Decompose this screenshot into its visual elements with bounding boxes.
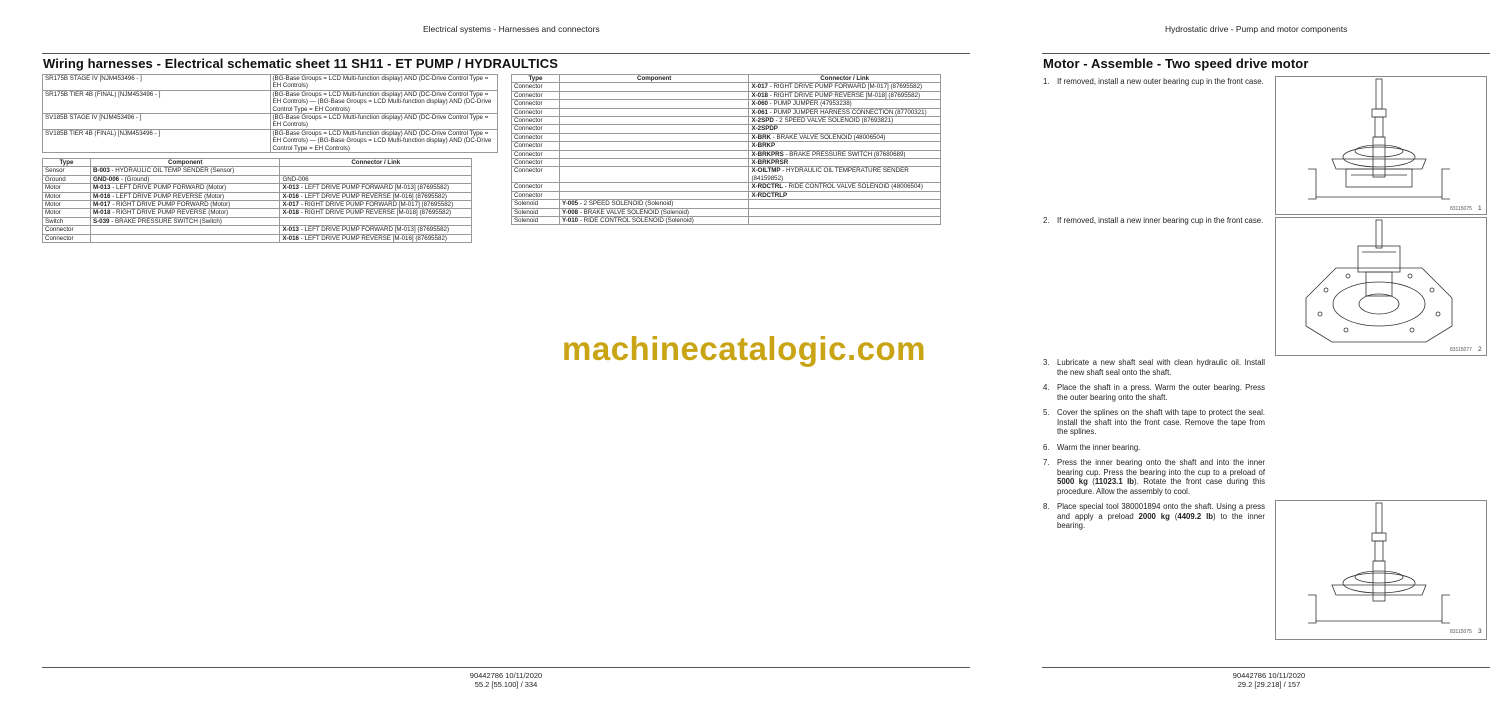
figure-3-number: 3 bbox=[1478, 628, 1482, 635]
table-row bbox=[43, 209, 472, 217]
connector-cell bbox=[749, 125, 941, 133]
description: - BRAKE VALVE SOLENOID (Solenoid) bbox=[578, 208, 689, 216]
step-text-segment: If removed, install a new inner bearing cup in the front case. bbox=[1057, 216, 1264, 225]
table-row bbox=[512, 216, 941, 224]
component-cell bbox=[559, 83, 749, 91]
table-row bbox=[512, 167, 941, 183]
footer-rule bbox=[42, 667, 970, 668]
component-cell bbox=[90, 226, 280, 234]
type-cell: Connector bbox=[512, 142, 560, 150]
component-cell bbox=[559, 191, 749, 199]
code[interactable]: M-016 bbox=[92, 192, 111, 200]
table-row bbox=[512, 142, 941, 150]
description: - RIGHT DRIVE PUMP REVERSE [M-018] (87695582) bbox=[767, 91, 921, 99]
table-row bbox=[43, 167, 472, 175]
type-cell: Solenoid bbox=[512, 216, 560, 224]
condition-cell: (BG-Base Groups = LCD Multi-function display) AND (DC-Drive Control Type = EH Controls) bbox=[270, 75, 498, 91]
connector-cell bbox=[280, 192, 472, 200]
type-cell: Connector bbox=[512, 108, 560, 116]
description: - BRAKE VALVE SOLENOID (48006504) bbox=[771, 133, 886, 141]
column-header-component: Component bbox=[90, 159, 280, 167]
watermark: machinecatalogic.com bbox=[562, 330, 926, 367]
description: - BRAKE PRESSURE SWITCH (Switch) bbox=[109, 217, 222, 225]
description: - RIGHT DRIVE PUMP FORWARD (Motor) bbox=[110, 201, 231, 209]
step-text-segment: Place special tool 380001894 onto the shaft. Using a press and apply a preload bbox=[1057, 502, 1265, 521]
step-text-segment: Press the inner bearing onto the shaft and into the inner bearing cup. Press the bearing into the cup to a preload of bbox=[1057, 458, 1265, 477]
component-cell bbox=[559, 208, 749, 216]
type-cell: Solenoid bbox=[512, 208, 560, 216]
step-text bbox=[1057, 383, 1265, 402]
connector-cell bbox=[749, 108, 941, 116]
procedure-step bbox=[1043, 358, 1265, 377]
figure-2 bbox=[1275, 217, 1487, 356]
component-cell bbox=[559, 117, 749, 125]
type-cell: Connector bbox=[512, 91, 560, 99]
front-case-illustration bbox=[1276, 218, 1486, 344]
step-text-segment: ( bbox=[1087, 477, 1095, 486]
step-number: 4. bbox=[1043, 383, 1050, 392]
step-text bbox=[1057, 216, 1265, 226]
configuration-table bbox=[42, 74, 498, 153]
condition-cell: (BG-Base Groups = LCD Multi-function display) AND (DC-Drive Control Type = EH Controls) — (BG-Base Groups = LCD Multi-function display) AND (DC-Drive Control Type = EH Controls) bbox=[270, 129, 498, 152]
description: - HYDRAULIC OIL TEMP SENDER (Sensor) bbox=[109, 167, 235, 175]
code[interactable]: X-061 bbox=[751, 108, 768, 116]
config-row bbox=[43, 75, 498, 91]
doc-number: 90442786 10/11/2020 bbox=[1232, 671, 1306, 680]
type-cell: Connector bbox=[512, 117, 560, 125]
type-cell: Connector bbox=[512, 125, 560, 133]
code[interactable]: X-BRKPRS bbox=[751, 150, 784, 158]
table-row bbox=[512, 125, 941, 133]
component-cell bbox=[559, 100, 749, 108]
component-table-1 bbox=[42, 158, 472, 243]
component-cell bbox=[90, 184, 280, 192]
code[interactable]: X-016 bbox=[282, 234, 299, 242]
step-text bbox=[1057, 443, 1265, 453]
doc-number: 90442786 10/11/2020 bbox=[469, 671, 543, 680]
procedure-step bbox=[1043, 216, 1265, 226]
description: - LEFT DRIVE PUMP FORWARD (Motor) bbox=[110, 184, 227, 192]
column-header-connector: Connector / Link bbox=[280, 159, 472, 167]
type-cell: Motor bbox=[43, 209, 91, 217]
component-cell bbox=[559, 216, 749, 224]
connector-cell bbox=[280, 175, 472, 183]
table-row bbox=[512, 133, 941, 141]
step-value: 11023.1 lb bbox=[1094, 477, 1135, 486]
step-text-segment: ). Rotate the front case during this procedure. Allow the assembly to cool. bbox=[1057, 477, 1265, 496]
component-cell bbox=[559, 142, 749, 150]
code[interactable]: B-003 bbox=[92, 167, 110, 175]
step-text-segment: ) to the inner bearing. bbox=[1057, 511, 1265, 530]
description: - LEFT DRIVE PUMP FORWARD [M-013] (87695582) bbox=[299, 226, 450, 234]
step-number: 8. bbox=[1043, 502, 1050, 511]
component-cell bbox=[559, 167, 749, 183]
step-text bbox=[1057, 458, 1265, 496]
description: - LEFT DRIVE PUMP FORWARD [M-013] (87695582) bbox=[299, 184, 450, 192]
model-cell: SV185B STAGE IV [NJM453496 - ] bbox=[43, 114, 271, 130]
type-cell: Connector bbox=[512, 100, 560, 108]
figure-3-caption: 83115075 bbox=[1450, 629, 1472, 635]
type-cell: Switch bbox=[43, 217, 91, 225]
step-number: 1. bbox=[1043, 77, 1050, 86]
procedure-step bbox=[1043, 77, 1265, 87]
description: - RIGHT DRIVE PUMP FORWARD [M-017] (87695582) bbox=[299, 201, 454, 209]
description: - LEFT DRIVE PUMP REVERSE [M-016] (87695582) bbox=[299, 192, 447, 200]
type-cell: Motor bbox=[43, 184, 91, 192]
component-cell bbox=[90, 234, 280, 242]
table-row bbox=[43, 175, 472, 183]
description: - RIGHT DRIVE PUMP REVERSE [M-018] (87695582) bbox=[299, 209, 452, 217]
description: - LEFT DRIVE PUMP REVERSE [M-016] (87695582) bbox=[299, 234, 447, 242]
table-row bbox=[43, 192, 472, 200]
step-text bbox=[1057, 77, 1265, 87]
code[interactable]: X-018 bbox=[282, 209, 299, 217]
description: - (Ground) bbox=[119, 175, 150, 183]
connector-cell bbox=[749, 150, 941, 158]
type-cell: Connector bbox=[512, 150, 560, 158]
connector-cell bbox=[749, 208, 941, 216]
component-cell bbox=[559, 91, 749, 99]
figure-1-number: 1 bbox=[1478, 205, 1482, 212]
table-row bbox=[512, 191, 941, 199]
component-cell bbox=[90, 175, 280, 183]
column-header-component: Component bbox=[559, 75, 749, 83]
table-row bbox=[512, 83, 941, 91]
shaft-press-illustration bbox=[1276, 77, 1486, 203]
table-row bbox=[43, 184, 472, 192]
footer-rule bbox=[1042, 667, 1490, 668]
right-page-header: Hydrostatic drive - Pump and motor components bbox=[1165, 24, 1348, 34]
code[interactable]: Y-005 bbox=[561, 200, 579, 208]
right-page-footer bbox=[1219, 671, 1319, 689]
code[interactable]: X-BRK bbox=[751, 133, 772, 141]
type-cell: Connector bbox=[512, 83, 560, 91]
component-cell bbox=[559, 150, 749, 158]
procedure-step bbox=[1043, 408, 1265, 437]
description: - LEFT DRIVE PUMP REVERSE (Motor) bbox=[110, 192, 225, 200]
description: - 2 SPEED VALVE SOLENOID (87693821) bbox=[773, 117, 894, 125]
type-cell: Sensor bbox=[43, 167, 91, 175]
connector-cell bbox=[749, 200, 941, 208]
step-number: 3. bbox=[1043, 358, 1050, 367]
model-cell: SR175B TIER 4B (FINAL) [NJM453496 - ] bbox=[43, 90, 271, 113]
step-text bbox=[1057, 358, 1265, 377]
figure-3 bbox=[1275, 500, 1487, 640]
preload-press-illustration bbox=[1276, 501, 1486, 627]
table-row bbox=[512, 183, 941, 191]
description: - HYDRAULIC OIL TEMPERATURE SENDER (84159852) bbox=[751, 167, 909, 182]
code[interactable]: X-OILTMP bbox=[751, 167, 781, 175]
figure-1 bbox=[1275, 76, 1487, 215]
connector-cell bbox=[280, 234, 472, 242]
description: - BRAKE PRESSURE SWITCH (87680689) bbox=[783, 150, 906, 158]
step-text-segment: Cover the splines on the shaft with tape to protect the seal. Install the shaft into the front case. Remove the tape from the splines. bbox=[1057, 408, 1265, 436]
type-cell: Motor bbox=[43, 192, 91, 200]
type-cell: Connector bbox=[512, 159, 560, 167]
table-row bbox=[512, 159, 941, 167]
step-text-segment: Place the shaft in a press. Warm the outer bearing. Press the outer bearing onto the shaft. bbox=[1057, 383, 1265, 402]
component-cell bbox=[559, 125, 749, 133]
step-number: 2. bbox=[1043, 216, 1050, 225]
type-cell: Ground bbox=[43, 175, 91, 183]
connector-cell bbox=[749, 83, 941, 91]
page-number: 55.2 [55.100] / 334 bbox=[474, 680, 538, 689]
config-row bbox=[43, 114, 498, 130]
connector-cell bbox=[749, 216, 941, 224]
code[interactable]: X-017 bbox=[282, 201, 299, 209]
column-header-connector: Connector / Link bbox=[749, 75, 941, 83]
component-cell bbox=[559, 183, 749, 191]
procedure-step bbox=[1043, 383, 1265, 402]
right-page bbox=[1010, 0, 1500, 707]
column-header-type: Type bbox=[512, 75, 560, 83]
left-page-header: Electrical systems - Harnesses and connectors bbox=[423, 24, 600, 34]
page-title: Wiring harnesses - Electrical schematic sheet 11 SH11 - ET PUMP / HYDRAULTICS bbox=[43, 56, 558, 71]
code[interactable]: M-018 bbox=[92, 209, 111, 217]
component-cell bbox=[559, 133, 749, 141]
connector-cell bbox=[749, 159, 941, 167]
connector-cell bbox=[280, 217, 472, 225]
description: - RIDE CONTROL SOLENOID (Solenoid) bbox=[578, 216, 694, 224]
figure-1-caption: 83115075 bbox=[1450, 206, 1472, 212]
type-cell: Solenoid bbox=[512, 200, 560, 208]
component-cell bbox=[559, 200, 749, 208]
type-cell: Connector bbox=[512, 133, 560, 141]
component-cell bbox=[90, 167, 280, 175]
step-text-segment: Warm the inner bearing. bbox=[1057, 442, 1141, 452]
steps-group-1 bbox=[1043, 77, 1265, 93]
procedure-step bbox=[1043, 458, 1265, 496]
column-header-type: Type bbox=[43, 159, 91, 167]
description: - PUMP JUMPER HARNESS CONNECTION (87700321) bbox=[767, 108, 927, 116]
code[interactable]: X-BRKP bbox=[751, 142, 776, 150]
condition-cell: (BG-Base Groups = LCD Multi-function display) AND (DC-Drive Control Type = EH Controls) bbox=[270, 114, 498, 130]
config-row bbox=[43, 129, 498, 152]
connector-cell bbox=[749, 117, 941, 125]
type-cell: Connector bbox=[512, 191, 560, 199]
description: - 2 SPEED SOLENOID (Solenoid) bbox=[578, 200, 674, 208]
code[interactable]: X-013 bbox=[282, 184, 299, 192]
connector-cell bbox=[749, 91, 941, 99]
code[interactable]: Y-010 bbox=[561, 216, 579, 224]
step-number: 6. bbox=[1043, 442, 1050, 452]
step-text-segment: ( bbox=[1169, 511, 1178, 521]
table-row bbox=[43, 226, 472, 234]
step-text-segment: Lubricate a new shaft seal with clean hydraulic oil. Install the new shaft seal onto the shaft. bbox=[1057, 358, 1265, 377]
step-value: 5000 kg bbox=[1057, 477, 1088, 486]
description: - RIGHT DRIVE PUMP REVERSE (Motor) bbox=[110, 209, 229, 217]
connector-cell bbox=[280, 184, 472, 192]
step-text bbox=[1057, 408, 1265, 437]
step-number: 5. bbox=[1043, 408, 1050, 417]
code[interactable]: X-013 bbox=[282, 226, 299, 234]
step-value: 4409.2 lb bbox=[1177, 511, 1214, 521]
description: - RIDE CONTROL VALVE SOLENOID (48006504) bbox=[783, 183, 923, 191]
steps-group-3 bbox=[1043, 358, 1265, 537]
connector-cell bbox=[749, 167, 941, 183]
code[interactable]: GND-006 bbox=[92, 175, 120, 183]
model-cell: SR175B STAGE IV [NJM453496 - ] bbox=[43, 75, 271, 91]
connector-cell bbox=[749, 133, 941, 141]
connector-cell bbox=[749, 142, 941, 150]
component-cell bbox=[90, 201, 280, 209]
model-cell: SV185B TIER 4B (FINAL) [NJM453496 - ] bbox=[43, 129, 271, 152]
code[interactable]: X-060 bbox=[751, 100, 768, 108]
table-row bbox=[512, 91, 941, 99]
steps-group-2 bbox=[1043, 216, 1265, 232]
code[interactable]: M-013 bbox=[92, 184, 111, 192]
header-rule bbox=[42, 53, 970, 54]
description: - PUMP JUMPER (47953238) bbox=[767, 100, 852, 108]
code[interactable]: X-RDCTRLP bbox=[751, 191, 788, 199]
component-cell bbox=[90, 209, 280, 217]
figure-2-number: 2 bbox=[1478, 346, 1482, 353]
condition-cell: (BG-Base Groups = LCD Multi-function display) AND (DC-Drive Control Type = EH Controls) — (BG-Base Groups = LCD Multi-function display) AND (DC-Drive Control Type = EH Controls) bbox=[270, 90, 498, 113]
code[interactable]: X-018 bbox=[751, 91, 768, 99]
code[interactable]: Y-008 bbox=[561, 208, 579, 216]
code[interactable]: M-017 bbox=[92, 201, 111, 209]
code[interactable]: X-2SPDP bbox=[751, 125, 778, 133]
table-row bbox=[43, 217, 472, 225]
connector-cell bbox=[280, 226, 472, 234]
code[interactable]: X-2SPD bbox=[751, 117, 774, 125]
left-page-footer bbox=[456, 671, 556, 689]
table-row bbox=[512, 117, 941, 125]
config-row bbox=[43, 90, 498, 113]
table-row bbox=[43, 201, 472, 209]
table-row bbox=[512, 100, 941, 108]
description: GND-006 bbox=[282, 175, 309, 183]
table-row bbox=[512, 208, 941, 216]
type-cell: Connector bbox=[512, 183, 560, 191]
connector-cell bbox=[280, 209, 472, 217]
step-value: 2000 kg bbox=[1138, 511, 1170, 521]
step-text bbox=[1057, 502, 1265, 531]
code[interactable]: S-039 bbox=[92, 217, 110, 225]
type-cell: Connector bbox=[43, 234, 91, 242]
component-cell bbox=[559, 159, 749, 167]
component-cell bbox=[559, 108, 749, 116]
code[interactable]: X-016 bbox=[282, 192, 299, 200]
type-cell: Motor bbox=[43, 201, 91, 209]
type-cell: Connector bbox=[43, 226, 91, 234]
description: - RIGHT DRIVE PUMP FORWARD [M-017] (87695582) bbox=[767, 83, 923, 91]
code[interactable]: X-017 bbox=[751, 83, 768, 91]
component-cell bbox=[90, 192, 280, 200]
step-text-segment: If removed, install a new outer bearing cup in the front case. bbox=[1057, 77, 1264, 86]
component-table-2 bbox=[511, 74, 941, 225]
table-row bbox=[512, 200, 941, 208]
page-number: 29.2 [29.218] / 157 bbox=[1237, 680, 1301, 689]
procedure-step bbox=[1043, 443, 1265, 453]
header-rule bbox=[1042, 53, 1490, 54]
section-title: Motor - Assemble - Two speed drive motor bbox=[1043, 56, 1309, 71]
component-cell bbox=[90, 217, 280, 225]
figure-2-caption: 83115077 bbox=[1450, 347, 1472, 353]
procedure-step bbox=[1043, 502, 1265, 531]
step-number: 7. bbox=[1043, 458, 1050, 467]
connector-cell bbox=[280, 167, 472, 175]
table-row bbox=[512, 108, 941, 116]
connector-cell bbox=[749, 191, 941, 199]
type-cell: Connector bbox=[512, 167, 560, 183]
code[interactable]: X-RDCTRL bbox=[751, 183, 784, 191]
connector-cell bbox=[280, 201, 472, 209]
code[interactable]: X-BRKPRSR bbox=[751, 159, 789, 167]
table-row bbox=[43, 234, 472, 242]
connector-cell bbox=[749, 183, 941, 191]
connector-cell bbox=[749, 100, 941, 108]
table-row bbox=[512, 150, 941, 158]
